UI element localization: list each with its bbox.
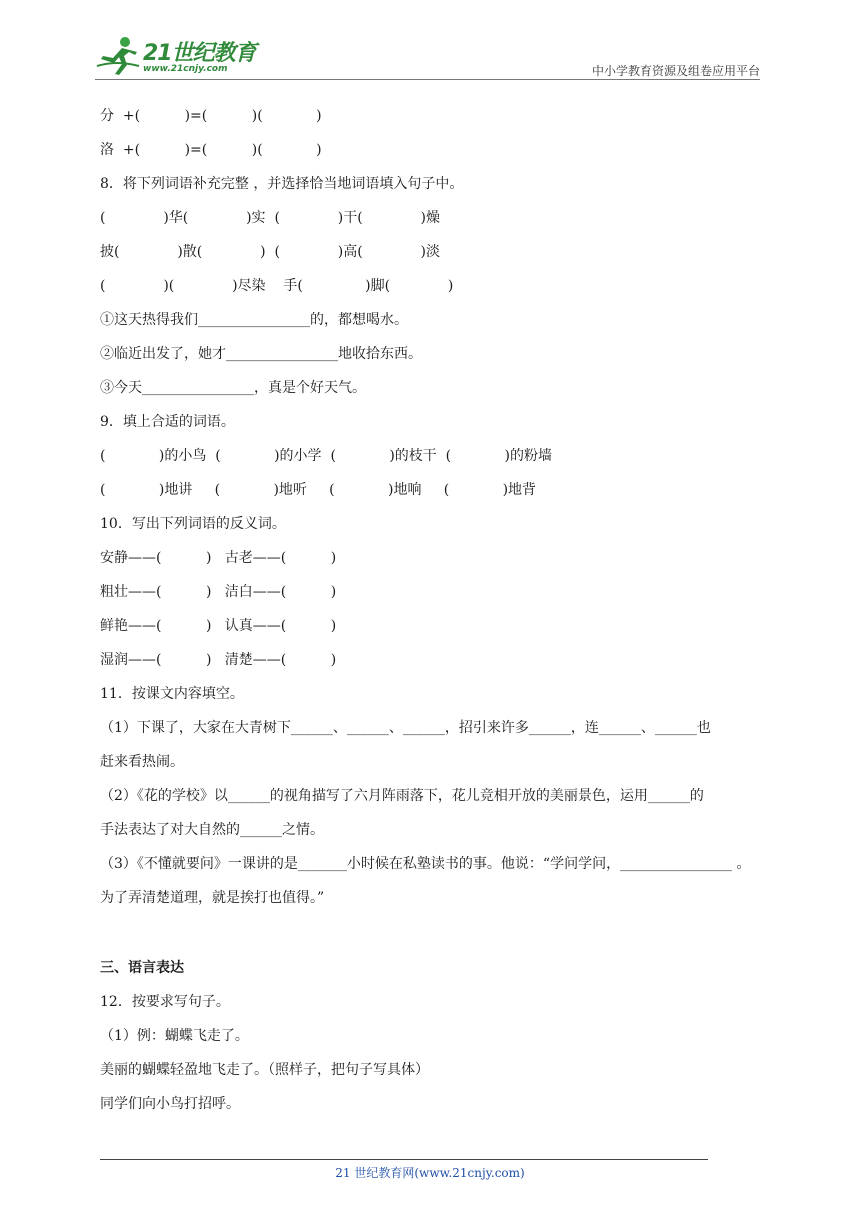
footer-link[interactable]: 21 世纪教育网(www.21cnjy.com) — [335, 1166, 525, 1180]
spacer — [100, 918, 765, 954]
question-12: 12．按要求写句子。 — [100, 994, 230, 1010]
text-line: ( )( )尽染 手( )脚( ) — [100, 278, 454, 294]
runner-logo-icon — [95, 36, 141, 76]
text-line: ( )地讲 ( )地听 ( )地响 ( )地背 — [100, 482, 537, 498]
text-line: （1）下课了，大家在大青树下______、______、______，招引来许多______，连______、______也 — [100, 720, 711, 736]
question-9: 9．填上合适的词语。 — [100, 414, 235, 430]
question-10: 10．写出下列词语的反义词。 — [100, 516, 286, 532]
question-8: 8．将下列词语补充完整 ，并选择恰当地词语填入句子中。 — [100, 176, 464, 192]
document-body — [100, 102, 765, 1124]
logo-url: www.21cnjy.com — [143, 64, 228, 74]
text-line: ①这天热得我们________________的，都想喝水。 — [100, 312, 408, 328]
text-line: 分 +( )=( )( ) — [100, 108, 322, 124]
text-line: 赶来看热闹。 — [100, 754, 184, 770]
text-line: 湿润——( ) 清楚——( ) — [100, 652, 337, 668]
text-line: （2）《花的学校》以______的视角描写了六月阵雨落下，花儿竞相开放的美丽景色，运用______的 — [100, 788, 704, 804]
header-divider — [95, 79, 760, 80]
text-line: 洛 +( )=( )( ) — [100, 142, 322, 158]
text-line: 手法表达了对大自然的______之情。 — [100, 822, 324, 838]
text-line: 鲜艳——( ) 认真——( ) — [100, 618, 337, 634]
text-line: 同学们向小鸟打招呼。 — [100, 1096, 240, 1112]
text-line: 安静——( ) 古老——( ) — [100, 550, 337, 566]
text-line: 美丽的蝴蝶轻盈地飞走了。（照样子，把句子写具体） — [100, 1062, 429, 1078]
logo — [95, 36, 265, 76]
text-line: ( )华( )实 ( )干( )燥 — [100, 210, 441, 226]
section-title: 三、语言表达 — [100, 960, 184, 976]
footer-divider — [100, 1159, 708, 1160]
page-header — [95, 28, 760, 80]
text-line: ( )的小鸟 ( )的小学 ( )的枝干 ( )的粉墙 — [100, 448, 553, 464]
platform-label: 中小学教育资源及组卷应用平台 — [591, 64, 760, 78]
text-line: ③今天________________，真是个好天气。 — [100, 380, 366, 396]
text-line: （3）《不懂就要问》一课讲的是_______小时候在私塾读书的事。他说：“学问学问，________________ 。 — [100, 856, 751, 872]
logo-title: 21世纪教育 — [143, 41, 256, 66]
text-line: （1）例：蝴蝶飞走了。 — [100, 1028, 249, 1044]
text-line: 粗壮——( ) 洁白——( ) — [100, 584, 337, 600]
text-line: 披( )散( ) ( )高( )淡 — [100, 244, 441, 260]
text-line: 为了弄清楚道理，就是挨打也值得。” — [100, 890, 325, 906]
question-11: 11．按课文内容填空。 — [100, 686, 244, 702]
text-line: ②临近出发了，她才________________地收拾东西。 — [100, 346, 422, 362]
